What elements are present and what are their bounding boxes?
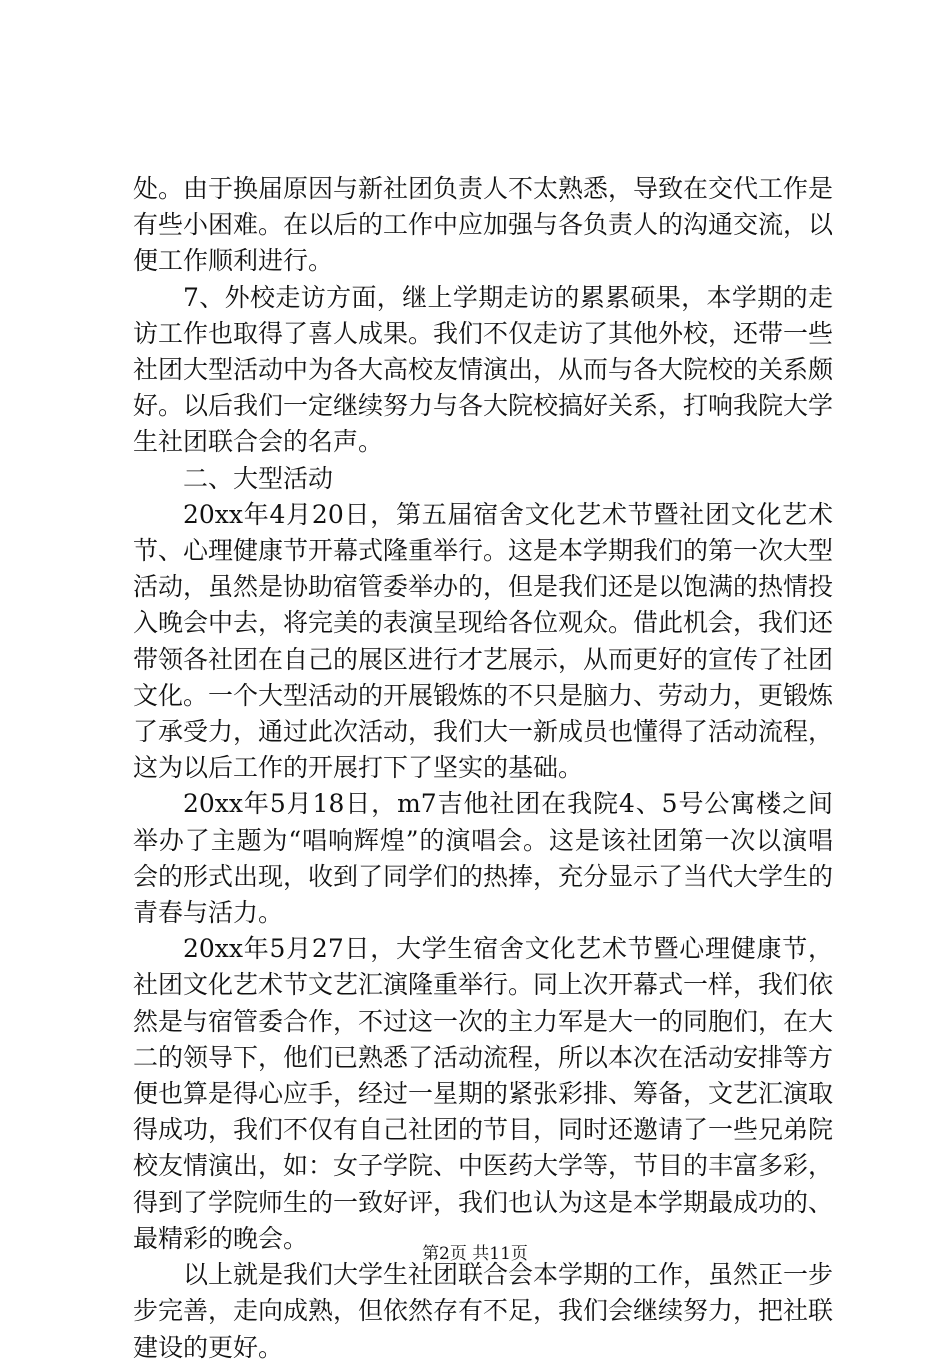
document-body: [133, 171, 833, 1366]
paragraph-continuation: 处。由于换届原因与新社团负责人不太熟悉，导致在交代工作是有些小困难。在以后的工作中应加强与各负责人的沟通交流，以便工作顺利进行。: [133, 174, 834, 276]
paragraph-art-performance: 20xx年5月27日，大学生宿舍文化艺术节暨心理健康节，社团文化艺术节文艺汇演隆重举行。同上次开幕式一样，我们依然是与宿管委合作，不过这一次的主力军是大一的同胞们，在大二的领导下，他们已熟悉了活动流程，所以本次在活动安排等方便也算是得心应手，经过一星期的紧张彩排、筹备，文艺汇演取得成功，我们不仅有自己社团的节目，同时还邀请了一些兄弟院校友情演出，如：女子学院、中医药大学等，节目的丰富多彩，得到了学院师生的一致好评，我们也认为这是本学期最成功的、最精彩的晚会。: [133, 934, 834, 1253]
paragraph-conclusion: 以上就是我们大学生社团联合会本学期的工作，虽然正一步步完善，走向成熟，但依然存有不足，我们会继续努力，把社联建设的更好。: [133, 1260, 834, 1362]
paragraph-guitar-concert: 20xx年5月18日，m7吉他社团在我院4、5号公寓楼之间举办了主题为“唱响辉煌”的演唱会。这是该社团第一次以演唱会的形式出现，收到了同学们的热捧，充分显示了当代大学生的青春与活力。: [133, 789, 834, 928]
paragraph-opening-ceremony: 20xx年4月20日，第五届宿舍文化艺术节暨社团文化艺术节、心理健康节开幕式隆重举行。这是本学期我们的第一次大型活动，虽然是协助宿管委举办的，但是我们还是以饱满的热情投入晚会中去，将完美的表演呈现给各位观众。借此机会，我们还带领各社团在自己的展区进行才艺展示，从而更好的宣传了社团文化。一个大型活动的开展锻炼的不只是脑力、劳动力，更锻炼了承受力，通过此次活动，我们大一新成员也懂得了活动流程，这为以后工作的开展打下了坚实的基础。: [133, 499, 834, 783]
section-heading-large-events: 二、大型活动: [183, 463, 334, 493]
paragraph-campus-visits: 7、外校走访方面，继上学期走访的累累硕果，本学期的走访工作也取得了喜人成果。我们不仅走访了其他外校，还带一些社团大型活动中为各大高校友情演出，从而与各大院校的关系颇好。以后我们一定继续努力与各大院校搞好关系，打响我院大学生社团联合会的名声。: [133, 282, 834, 457]
page-number-footer: 第2页 共11页: [422, 1244, 528, 1264]
